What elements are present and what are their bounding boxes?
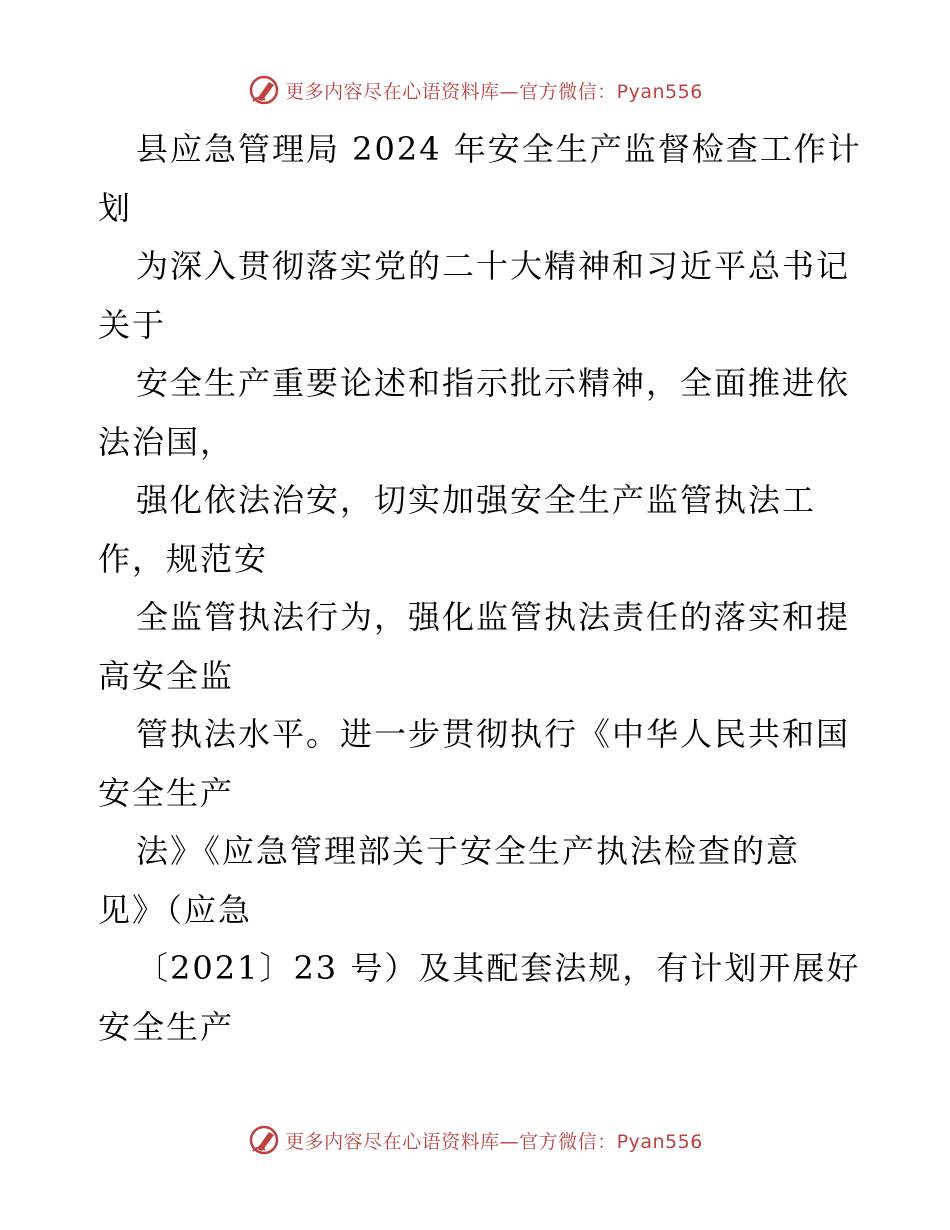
header-banner-text: 更多内容尽在心语资料库—官方微信：Pyan556 <box>285 80 703 103</box>
header-banner <box>0 72 950 108</box>
paragraph-line: 安全生产 <box>98 1007 235 1046</box>
footer-banner <box>0 1122 950 1158</box>
paragraph-line: 〔2021〕23 号）及其配套法规，有计划开展好 <box>136 949 861 987</box>
paragraph-line: 管执法水平。进一步贯彻执行《中华人民共和国 <box>136 715 851 753</box>
title-line-1: 县应急管理局 2024 年安全生产监督检查工作计 <box>136 130 862 168</box>
paragraph-line: 安全生产重要论述和指示批示精神，全面推进依 <box>136 364 851 402</box>
title-line-2: 划 <box>98 188 133 227</box>
paragraph-line: 法》《应急管理部关于安全生产执法检查的意 <box>136 832 801 870</box>
paragraph-line: 关于 <box>98 305 167 344</box>
paragraph-line: 高安全监 <box>98 656 235 695</box>
footer-banner-text: 更多内容尽在心语资料库—官方微信：Pyan556 <box>285 1130 703 1153</box>
pen-nib-logo-icon <box>247 73 281 107</box>
paragraph-line: 为深入贯彻落实党的二十大精神和习近平总书记 <box>136 247 851 285</box>
pen-nib-logo-icon <box>247 1123 281 1157</box>
paragraph-line: 全监管执法行为，强化监管执法责任的落实和提 <box>136 598 851 636</box>
paragraph-line: 安全生产 <box>98 773 235 812</box>
paragraph-line: 作，规范安 <box>98 539 269 578</box>
paragraph-line: 强化依法治安，切实加强安全生产监管执法工 <box>136 481 817 519</box>
document-body <box>98 120 862 1056</box>
paragraph-line: 见》（应急 <box>98 890 253 929</box>
paragraph-line: 法治国， <box>98 422 235 461</box>
